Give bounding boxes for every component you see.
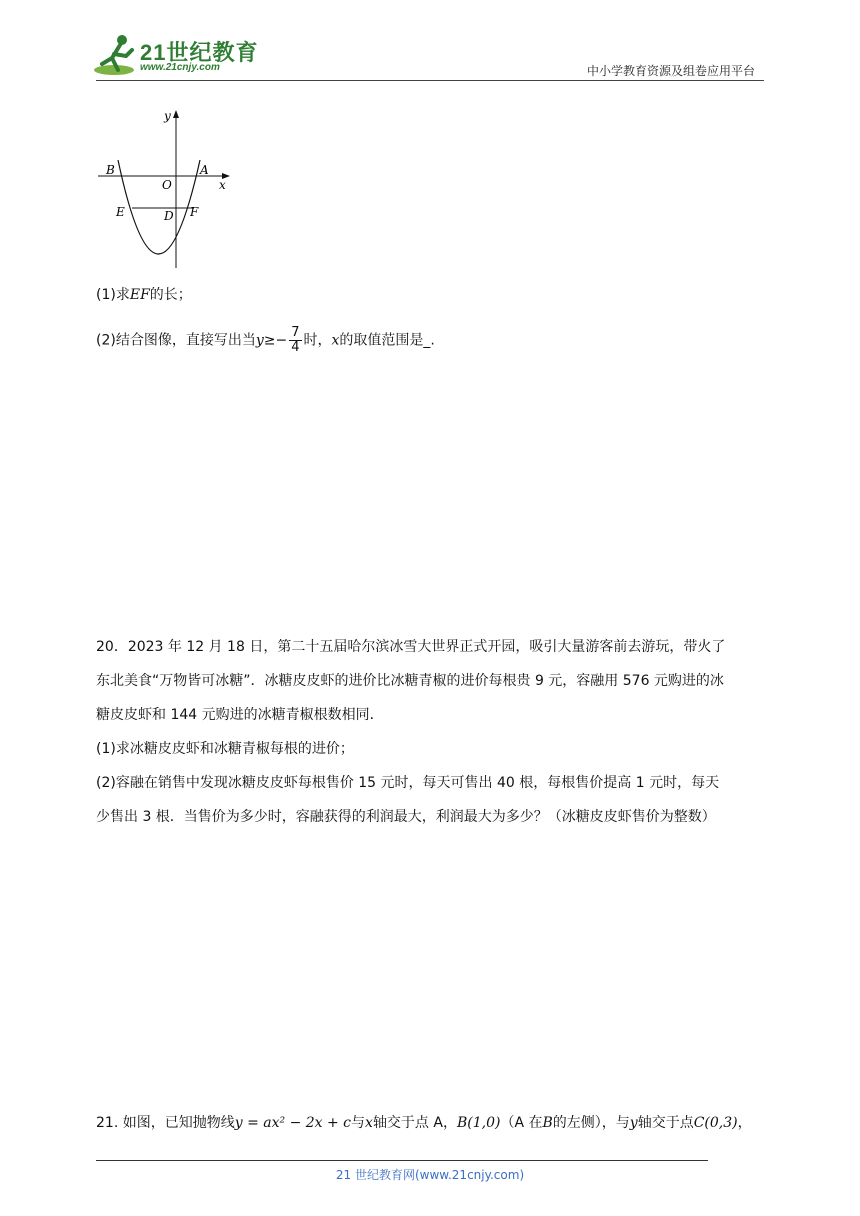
- q20-line3: 糖皮皮虾和 144 元购进的冰糖青椒根数相同．: [96, 707, 384, 723]
- q20-line2: 东北美食“万物皆可冰糖”．冰糖皮皮虾的进价比冰糖青椒的进价每根贵 9 元，容融用 576 元购进的冰: [96, 673, 724, 689]
- question-21: 21. 如图，已知抛物线y = ax² − 2x + c与x轴交于点 A，B(1,0)（A 在B的左侧），与y轴交于点C(0,3)，: [96, 1115, 752, 1131]
- q19-part1: (1)求EF的长；: [96, 287, 192, 303]
- fraction: $\frac{7}{4}$: [291, 325, 300, 355]
- label-y: y: [164, 109, 171, 123]
- label-D: D: [164, 209, 174, 223]
- label-F: F: [190, 205, 199, 219]
- label-B: B: [106, 163, 115, 177]
- label-x: x: [219, 178, 226, 192]
- page-header: [0, 0, 860, 90]
- q20-line5: (2)容融在销售中发现冰糖皮皮虾每根售价 15 元时，每天可售出 40 根，每根售价提高 1 元时，每天: [96, 775, 720, 791]
- footer-link[interactable]: 21 世纪教育网(www.21cnjy.com): [335, 1168, 525, 1182]
- platform-name: 中小学教育资源及组卷应用平台: [586, 64, 755, 78]
- q20-line1: 20．2023 年 12 月 18 日，第二十五届哈尔滨冰雪大世界正式开园，吸引大量游客前去游玩，带火了: [96, 639, 726, 655]
- label-E: E: [116, 205, 125, 219]
- label-A: A: [200, 163, 209, 177]
- label-O: O: [162, 178, 172, 192]
- q20-line4: (1)求冰糖皮皮虾和冰糖青椒每根的进价；: [96, 741, 354, 757]
- question-20: [96, 630, 764, 834]
- q19-part2: (2)结合图像，直接写出当y≥− $\frac{7}{4}$ 时，x的取值范围是_.: [96, 325, 435, 355]
- header-divider: [96, 80, 764, 81]
- q20-line6: 少售出 3 根．当售价为多少时，容融获得的利润最大，利润最大为多少？（冰糖皮皮虾售价为整数）: [96, 809, 716, 825]
- footer-divider: [96, 1160, 708, 1161]
- parabola-graph: [96, 108, 246, 270]
- logo-url: www.21cnjy.com: [140, 62, 220, 73]
- logo-text: 21世纪教育: [140, 40, 259, 65]
